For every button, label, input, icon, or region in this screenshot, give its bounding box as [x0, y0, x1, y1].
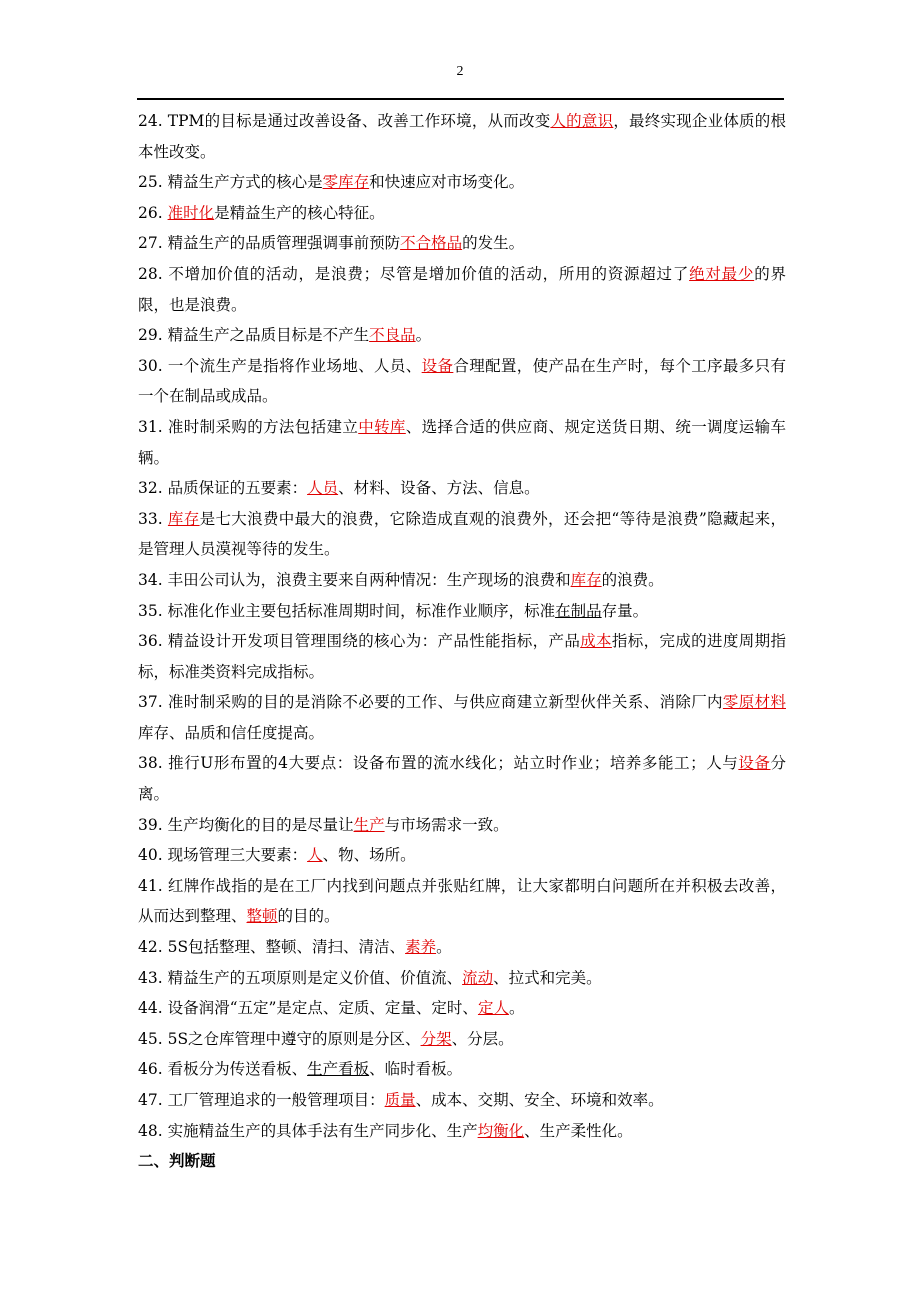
answer-text: 人员	[307, 479, 339, 498]
question-item	[138, 412, 786, 473]
question-text: 26.	[138, 203, 168, 222]
answer-text: 整顿	[246, 907, 278, 926]
question-text: 指标，完成的进度周期指标，标准类资料完成指标。	[138, 632, 786, 681]
question-item	[138, 1024, 786, 1055]
question-item	[138, 351, 786, 412]
question-text: 存量。	[601, 601, 649, 620]
answer-text: 分架	[420, 1029, 452, 1048]
page-number: 2	[456, 64, 464, 79]
question-item	[138, 198, 786, 229]
question-text: 、材料、设备、方法、信息。	[338, 479, 540, 498]
question-text: 的目的。	[277, 907, 340, 926]
question-text: 、临时看板。	[369, 1060, 463, 1079]
question-item	[138, 1054, 786, 1085]
question-text: 、物、场所。	[322, 846, 416, 865]
question-text: 43. 精益生产的五项原则是定义价值、价值流、	[138, 968, 463, 987]
question-item	[138, 871, 786, 932]
answer-text: 流动	[462, 968, 494, 987]
question-item	[138, 259, 786, 320]
question-text: 37. 准时制采购的目的是消除不必要的工作、与供应商建立新型伙伴关系、消除厂内	[138, 693, 723, 712]
question-text: 39. 生产均衡化的目的是尽量让	[138, 815, 354, 834]
question-text: 42. 5S包括整理、整顿、清扫、清洁、	[138, 938, 406, 957]
question-text: 29. 精益生产之品质目标是不产生	[138, 326, 370, 345]
question-text: 、生产柔性化。	[524, 1121, 633, 1140]
fill-in-list	[138, 106, 786, 1146]
answer-text: 人的意识	[550, 112, 614, 130]
answer-text: 零原材料	[722, 693, 786, 712]
question-text: 、分层。	[451, 1029, 514, 1048]
question-item	[138, 473, 786, 504]
question-text: 32. 品质保证的五要素：	[138, 479, 308, 498]
question-item	[138, 993, 786, 1024]
answer-text: 素养	[405, 938, 437, 957]
question-text: 。	[436, 938, 452, 957]
header-rule	[137, 98, 784, 100]
question-text: 48. 实施精益生产的具体手法有生产同步化、生产	[138, 1121, 478, 1140]
question-text: 47. 工厂管理追求的一般管理项目：	[138, 1091, 385, 1109]
question-item	[138, 1116, 786, 1147]
question-text: 。	[415, 326, 432, 345]
answer-text: 设备	[421, 356, 454, 375]
question-text: 、拉式和完美。	[493, 968, 602, 987]
answer-text: 库存	[167, 509, 200, 528]
question-text: 34. 丰田公司认为，浪费主要来自两种情况：生产现场的浪费和	[138, 570, 571, 589]
question-text: 44. 设备润滑“五定”是定点、定质、定量、定时、	[138, 999, 478, 1018]
underlined-text: 在制品	[555, 601, 602, 620]
question-text: 31. 准时制采购的方法包括建立	[138, 417, 359, 436]
question-text: 库存、品质和信任度提高。	[138, 723, 325, 742]
question-text: 、成本、交期、安全、环境和效率。	[415, 1091, 664, 1109]
question-text: 38. 推行U形布置的4大要点：设备布置的流水线化；站立时作业；培养多能工；人与	[138, 754, 739, 773]
answer-text: 零库存	[322, 173, 370, 192]
question-item	[138, 810, 786, 841]
answer-text: 中转库	[358, 417, 406, 436]
question-text: ，最终实现企业体质的根本性改变。	[138, 112, 786, 161]
question-text: 与市场需求一致。	[384, 815, 509, 834]
question-text: 是七大浪费中最大的浪费，它除造成直观的浪费外，还会把“等待是浪费”隐藏起来，是管理人员漠视等待的发生。	[138, 509, 786, 559]
question-text: 的发生。	[462, 234, 525, 253]
underlined-text: 生产看板	[307, 1060, 370, 1079]
question-text: 分离。	[138, 754, 786, 804]
answer-text: 定人	[477, 999, 509, 1018]
question-item	[138, 167, 786, 198]
answer-text: 不良品	[369, 326, 416, 345]
answer-text: 成本	[580, 632, 612, 651]
question-text: 36. 精益设计开发项目管理围绕的核心为：产品性能指标，产品	[138, 632, 581, 651]
answer-text: 绝对最少	[689, 264, 755, 283]
question-text: 。	[508, 999, 525, 1018]
question-text: 25. 精益生产方式的核心是	[138, 173, 323, 192]
question-text: 和快速应对市场变化。	[369, 173, 525, 192]
answer-text: 库存	[570, 570, 602, 589]
question-item	[138, 504, 786, 565]
section-heading: 二、判断题	[138, 1152, 216, 1171]
question-item	[138, 748, 786, 809]
question-item	[138, 687, 786, 748]
question-text: 24. TPM的目标是通过改善设备、改善工作环境，从而改变	[138, 112, 551, 130]
question-text: 35. 标准化作业主要包括标准周期时间，标准作业顺序，标准	[138, 601, 556, 620]
answer-text: 质量	[384, 1091, 416, 1109]
answer-text: 准时化	[167, 203, 215, 222]
question-text: 的浪费。	[601, 570, 664, 589]
answer-text: 不合格品	[400, 234, 463, 253]
question-text: 的界限，也是浪费。	[138, 264, 786, 314]
question-item	[138, 320, 786, 351]
question-text: 33.	[138, 509, 168, 528]
question-text: 28. 不增加价值的活动，是浪费；尽管是增加价值的活动，所用的资源超过了	[138, 264, 690, 283]
answer-text: 生产	[353, 815, 385, 834]
question-item	[138, 565, 786, 596]
question-text: 合理配置，使产品在生产时，每个工序最多只有一个在制品或成品。	[138, 356, 786, 406]
question-item	[138, 840, 786, 871]
question-item	[138, 106, 786, 167]
question-item	[138, 596, 786, 627]
question-item	[138, 626, 786, 687]
question-text: 27. 精益生产的品质管理强调事前预防	[138, 234, 401, 253]
question-item	[138, 963, 786, 994]
document-body	[138, 106, 786, 1177]
question-text: 46. 看板分为传送看板、	[138, 1060, 308, 1079]
question-item	[138, 932, 786, 963]
question-text: 45. 5S之仓库管理中遵守的原则是分区、	[138, 1029, 421, 1048]
question-text: 40. 现场管理三大要素：	[138, 846, 308, 865]
question-text: 30. 一个流生产是指将作业场地、人员、	[138, 356, 422, 375]
answer-text: 均衡化	[477, 1121, 525, 1140]
answer-text: 人	[307, 846, 323, 865]
question-text: 是精益生产的核心特征。	[214, 203, 385, 222]
answer-text: 设备	[738, 754, 771, 773]
question-text: 、选择合适的供应商、规定送货日期、统一调度运输车辆。	[138, 417, 786, 467]
question-item	[138, 228, 786, 259]
question-text: 41. 红牌作战指的是在工厂内找到问题点并张贴红牌，让大家都明白问题所在并积极去改善，从而达到整理、	[138, 876, 786, 926]
question-item	[138, 1085, 786, 1116]
